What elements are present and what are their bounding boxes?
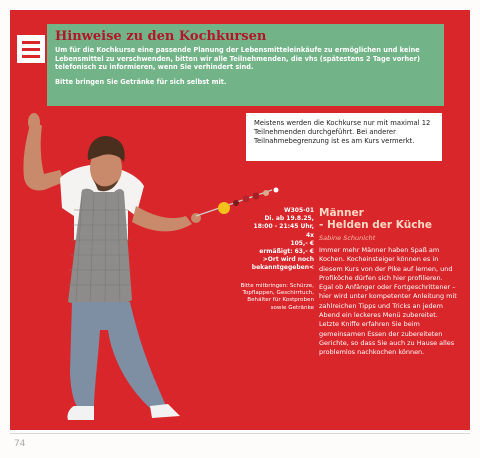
menu-bar-icon [22,48,40,51]
course-sessions: 4x [305,231,314,239]
course-title-line1: Männer [319,207,364,219]
footer-line [10,433,470,434]
cooking-course-info-box [47,24,444,106]
menu-button[interactable] [17,35,45,63]
course-title-line2: - Helden der Küche [319,219,433,231]
participant-limit-note: Meistens werden die Kochkurse nur mit maximal 12 Teilnehmenden durchgeführt. Bei anderer Teilnahmebegrenzung ist es am Kurs vermerkt. [246,113,442,161]
course-meta [230,207,314,312]
course-price: 105,- € [290,239,314,247]
info-title: Hinweise zu den Kochkursen [55,29,267,44]
menu-bar-icon [22,55,40,58]
drinks-note: Bitte bringen Sie Getränke für sich selbst mit. [55,77,227,86]
course-location-line2: bekanntgegeben< [251,264,314,272]
course-teacher: Sabine Schunicht [319,234,376,242]
info-text: Um für die Kochkurse eine passende Planung der Lebensmitteleinkäufe zu ermöglichen und keine Lebensmittel zu verschwenden, bitten wir alle Teilnehmenden, die vhs (spätestens 2 Tage vorher) telefonisch zu informieren, wenn Sie verhindert sind. [55,46,420,72]
menu-bar-icon [22,41,40,44]
catalog-page [10,10,470,430]
page-number: 74 [14,439,26,449]
course-description: Immer mehr Männer haben Spaß am Kochen. Kocheinsteiger können es in diesem Kurs von der Pike auf lernen, und Profiköche dürfen sich hier profilieren. Egal ob Anfänger oder Fortgeschrittener – hier wird unter kompetenter Anleitung mit zahlreichen Tipps und Tricks an jedem Abend ein leckeres Menü zubereitet. Letzte Kniffe erfahren Sie beim gemeinsamen Essen der zubereiteten Gerichte, so dass Sie auch zu Hause alles problemlos nachkochen können. [319,246,457,357]
course-description-block [319,207,457,358]
course-date: Di. ab 19.8.25, [264,215,314,223]
raised-arm [23,113,64,191]
course-time: 18:00 - 21:45 Uhr, [253,223,314,231]
bring-items-note: Bitte mitbringen: Schürze, Topflappen, Geschirrtuch, Behälter für Kostproben sowie Getränke [240,282,314,311]
course-location-line1: >Ort wird noch [262,256,314,264]
course-reduced-price: ermäßigt: 63,- € [259,248,314,256]
course-code: W305-01 [284,207,314,214]
